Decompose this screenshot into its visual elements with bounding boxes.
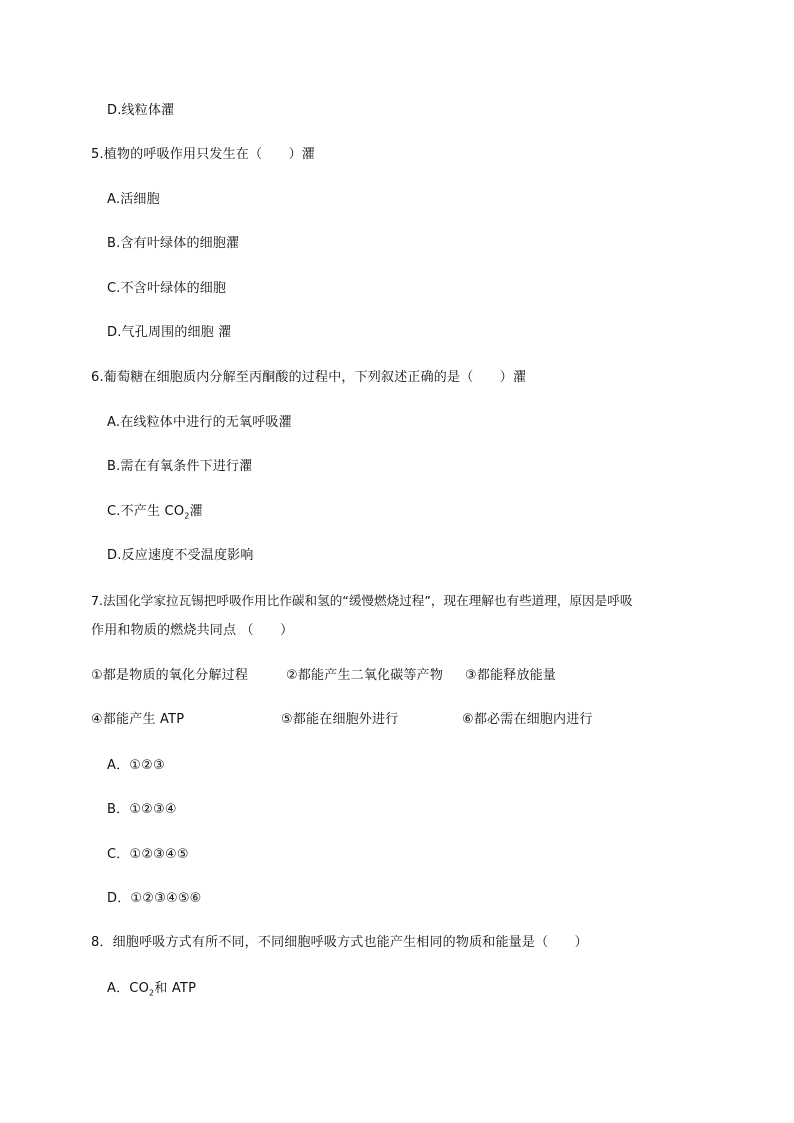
q8-option-a-subscript: 2 xyxy=(149,988,155,998)
q7-statement-1: ①都是物质的氧化分解过程 xyxy=(91,668,249,683)
q6-option-a: A.在线粒体中进行的无氧呼吸灈 xyxy=(107,415,292,430)
q5-stem: 5.植物的呼吸作用只发生在（ ）灈 xyxy=(91,147,316,162)
q7-option-b: B．①②③④ xyxy=(107,802,177,817)
q6-option-c-subscript: 2 xyxy=(184,511,190,521)
q6-option-b: B.需在有氧条件下进行灈 xyxy=(107,459,253,474)
q6-option-c-suffix: 灈 xyxy=(189,504,203,519)
q7-statement-5: ⑤都能在细胞外进行 xyxy=(281,712,399,727)
q6-stem: 6.葡萄糖在细胞质内分解至丙酮酸的过程中，下列叙述正确的是（ ）灈 xyxy=(91,370,527,385)
q7-stem-line2: 作用和物质的燃烧共同点 （ ） xyxy=(91,623,294,638)
q7-option-c: C．①②③④⑤ xyxy=(107,847,189,862)
q6-option-c xyxy=(107,503,203,521)
q4-option-d: D.线粒体灈 xyxy=(107,103,175,118)
q7-statement-3: ③都能释放能量 xyxy=(465,668,557,683)
q8-option-a-text: A．CO xyxy=(107,981,150,996)
q7-option-d: D．①②③④⑤⑥ xyxy=(107,891,202,906)
q6-option-d: D.反应速度不受温度影响 xyxy=(107,548,254,563)
q6-option-c-text: C.不产生 CO xyxy=(107,504,185,519)
q5-option-c: C.不含叶绿体的细胞 xyxy=(107,281,227,296)
q7-stem-line1: 7.法国化学家拉瓦锡把呼吸作用比作碳和氢的“缓慢燃烧过程”，现在理解也有些道理，原因是呼吸 xyxy=(91,593,633,608)
q8-option-a xyxy=(107,980,196,998)
q5-option-b: B.含有叶绿体的细胞灈 xyxy=(107,236,240,251)
q5-option-a: A.活细胞 xyxy=(107,192,160,207)
q7-statement-4: ④都能产生 ATP xyxy=(91,712,185,727)
q8-option-a-suffix: 和 ATP xyxy=(154,981,197,996)
q7-option-a: A．①②③ xyxy=(107,758,165,773)
q7-statement-6: ⑥都必需在细胞内进行 xyxy=(462,712,593,727)
q7-statement-2: ②都能产生二氧化碳等产物 xyxy=(286,668,444,683)
q8-stem: 8．细胞呼吸方式有所不同，不同细胞呼吸方式也能产生相同的物质和能量是（ ） xyxy=(91,935,588,950)
q5-option-d: D.气孔周围的细胞 灈 xyxy=(107,325,232,340)
